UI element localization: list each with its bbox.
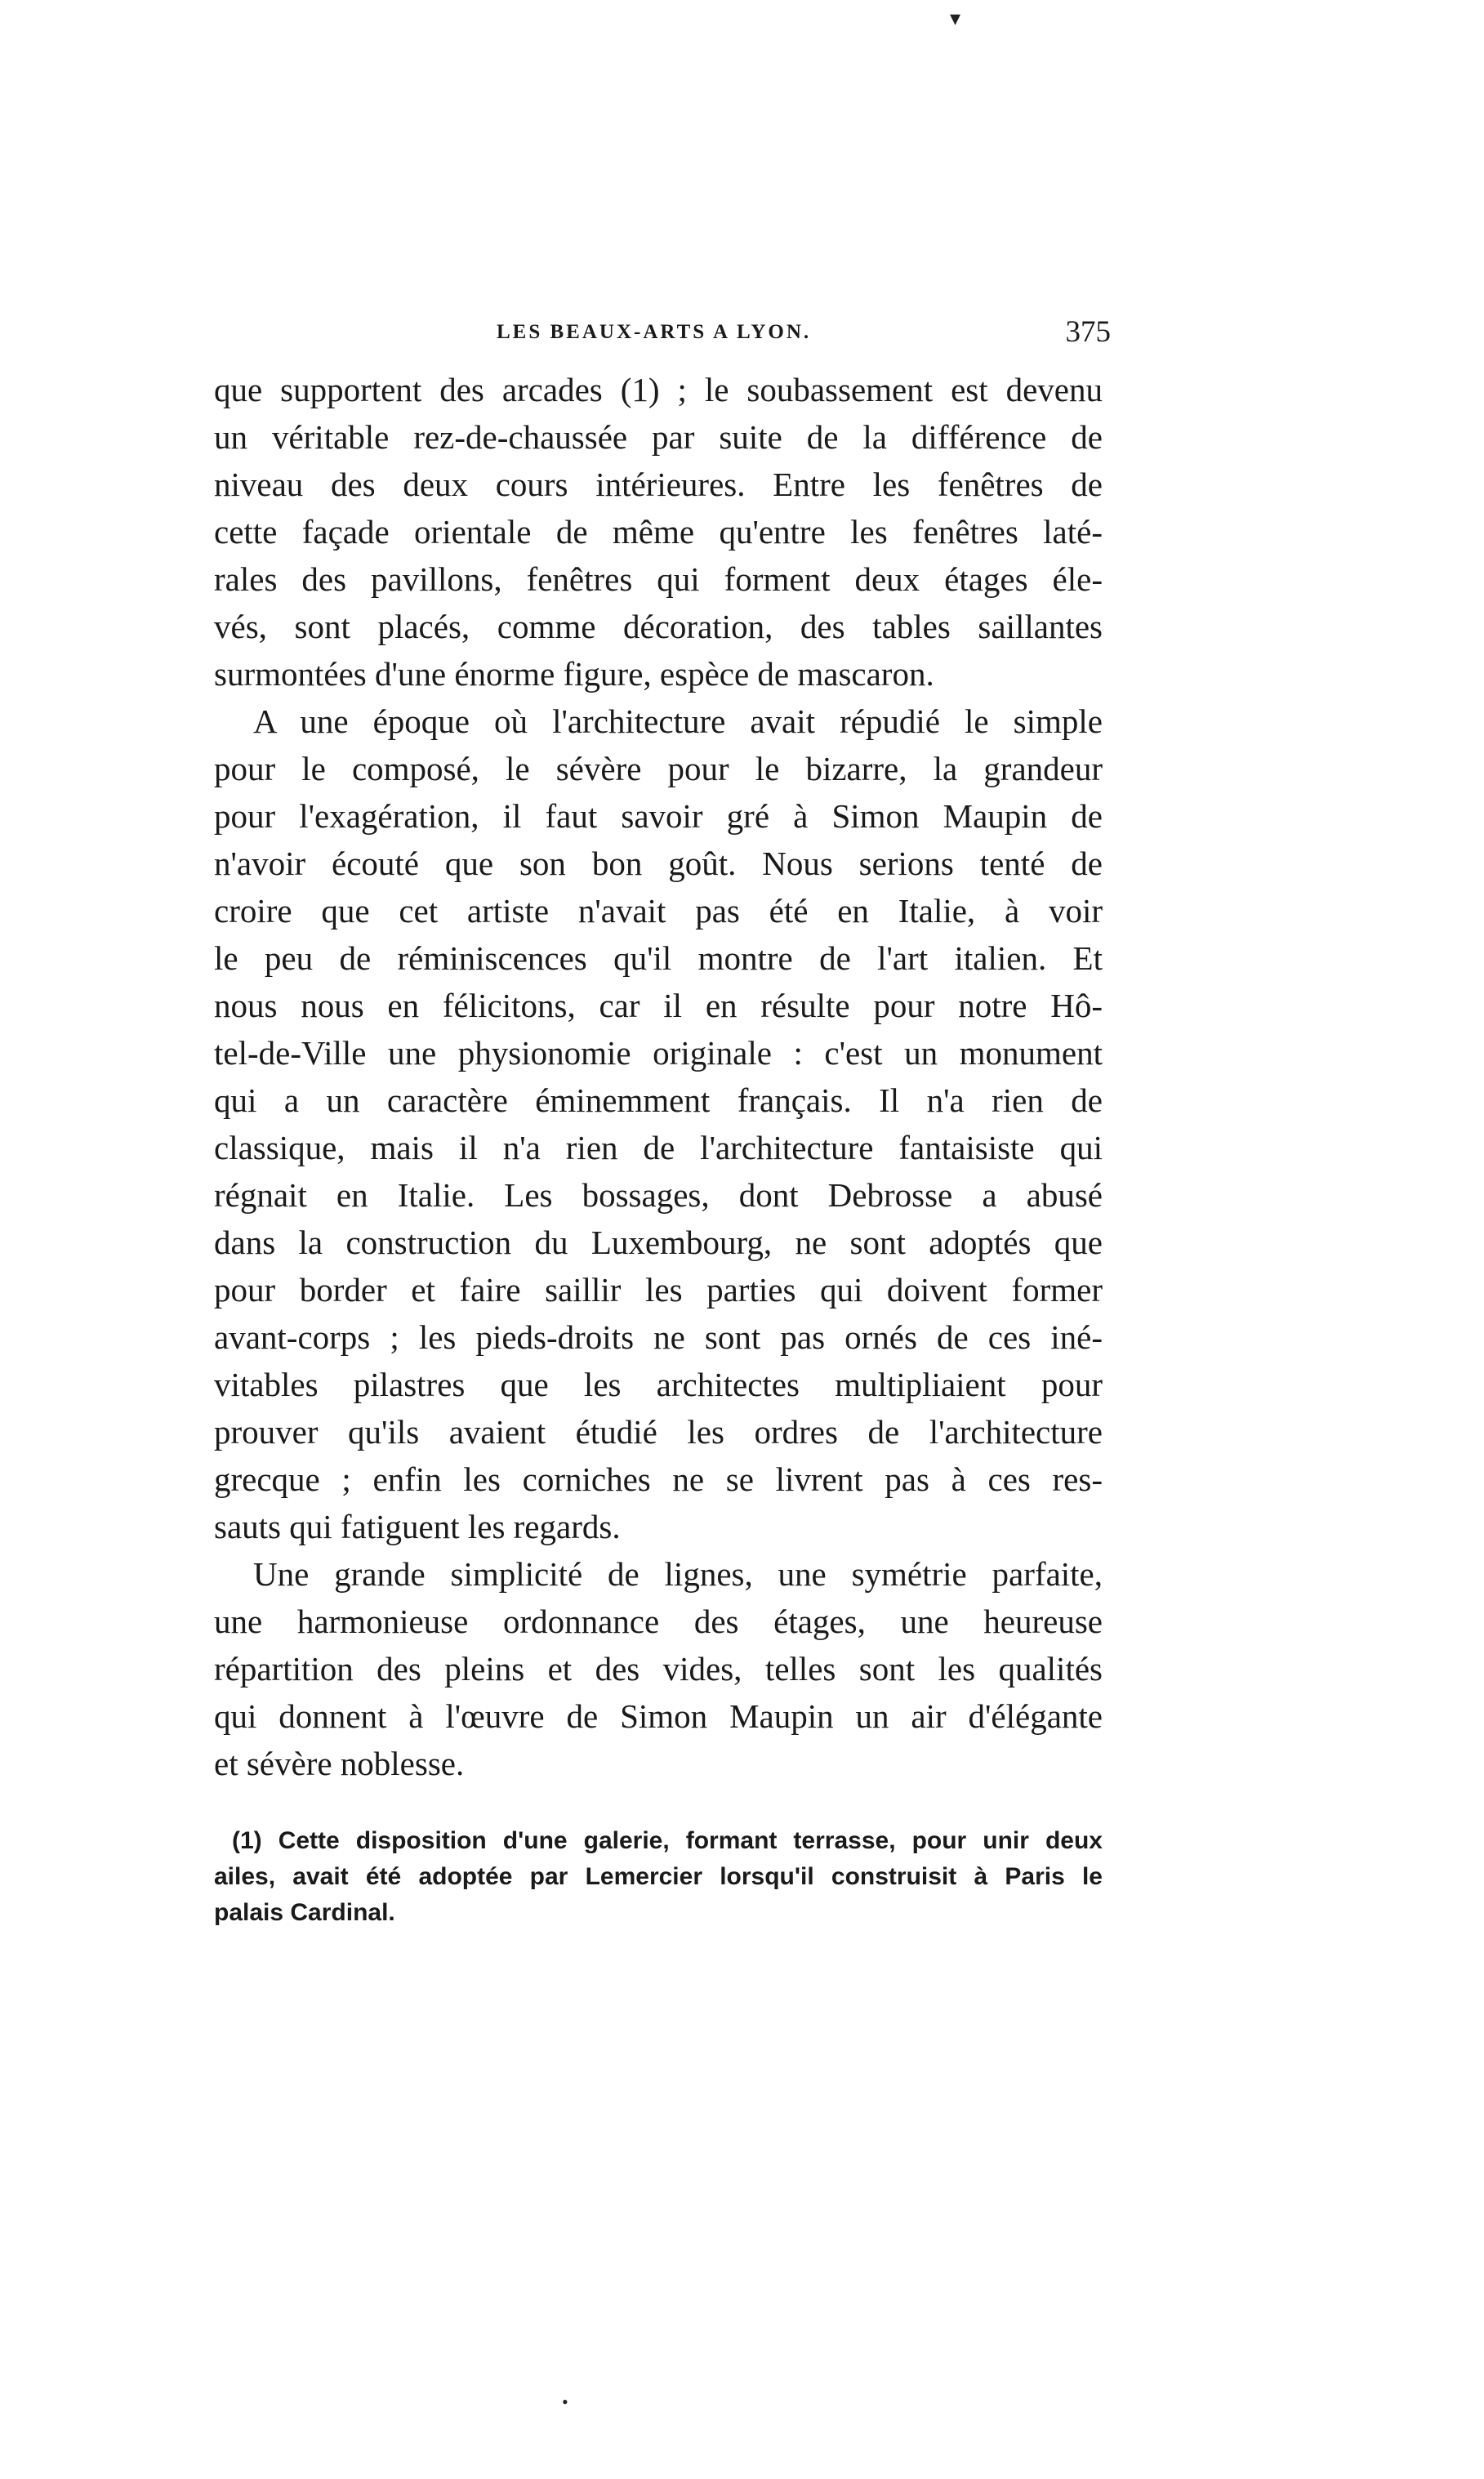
text-line: une harmonieuse ordonnance des étages, une heureuse — [214, 1603, 1103, 1640]
text-line: grecque ; enfin les corniches ne se livrent pas à ces res- — [214, 1460, 1103, 1498]
bottom-mark: • — [562, 2392, 568, 2412]
text-line: classique, mais il n'a rien de l'architecture fantaisiste qui — [214, 1129, 1103, 1166]
footnote-line: palais Cardinal. — [214, 1899, 395, 1926]
text-line: nous nous en félicitons, car il en résulte pour notre Hô- — [214, 987, 1103, 1024]
text-line: prouver qu'ils avaient étudié les ordres de l'architecture — [214, 1413, 1103, 1451]
text-line: un véritable rez-de-chaussée par suite de la différence de — [214, 418, 1103, 456]
text-line: répartition des pleins et des vides, telles sont les qualités — [214, 1650, 1103, 1688]
text-line: et sévère noblesse. — [214, 1745, 465, 1782]
text-line: cette façade orientale de même qu'entre les fenêtres laté- — [214, 513, 1103, 551]
text-line: niveau des deux cours intérieures. Entre les fenêtres de — [214, 466, 1103, 503]
text-line: vitables pilastres que les architectes multipliaient pour — [214, 1366, 1103, 1403]
body-text — [214, 366, 1103, 1787]
text-line: rales des pavillons, fenêtres qui forment deux étages éle- — [214, 560, 1103, 598]
footnote — [214, 1823, 1103, 1931]
text-line: pour le composé, le sévère pour le bizarre, la grandeur — [214, 750, 1103, 787]
text-line: n'avoir écouté que son bon goût. Nous serions tenté de — [214, 845, 1103, 882]
text-line: dans la construction du Luxembourg, ne sont adoptés que — [214, 1224, 1103, 1261]
running-header — [212, 314, 1111, 355]
page-number: 375 — [1065, 315, 1111, 349]
text-line: le peu de réminiscences qu'il montre de l'art italien. Et — [214, 939, 1103, 977]
text-line: régnait en Italie. Les bossages, dont Debrosse a abusé — [214, 1176, 1103, 1214]
text-line: surmontées d'une énorme figure, espèce de mascaron. — [214, 655, 934, 693]
top-mark: ▾ — [950, 7, 961, 30]
text-line: avant-corps ; les pieds-droits ne sont pas ornés de ces iné- — [214, 1318, 1103, 1356]
text-line: A une époque où l'architecture avait répudié le simple — [253, 702, 1103, 740]
text-line: que supportent des arcades (1) ; le soubassement est devenu — [214, 371, 1103, 408]
text-line: pour l'exagération, il faut savoir gré à Simon Maupin de — [214, 797, 1103, 835]
text-line: qui donnent à l'œuvre de Simon Maupin un air d'élégante — [214, 1697, 1103, 1735]
text-line: qui a un caractère éminemment français. Il n'a rien de — [214, 1081, 1103, 1119]
footnote-line: ailes, avait été adoptée par Lemercier lorsqu'il construisit à Paris le — [214, 1863, 1103, 1890]
text-line: vés, sont placés, comme décoration, des tables saillantes — [214, 608, 1103, 645]
running-title: LES BEAUX-ARTS A LYON. — [497, 321, 812, 343]
footnote-line: (1) Cette disposition d'une galerie, formant terrasse, pour unir deux — [232, 1827, 1103, 1854]
text-line: croire que cet artiste n'avait pas été en Italie, à voir — [214, 892, 1103, 930]
text-line: tel-de-Ville une physionomie originale : c'est un monument — [214, 1034, 1103, 1072]
text-line: Une grande simplicité de lignes, une symétrie parfaite, — [253, 1555, 1103, 1593]
text-line: pour border et faire saillir les parties qui doivent former — [214, 1271, 1103, 1309]
text-line: sauts qui fatiguent les regards. — [214, 1508, 621, 1545]
